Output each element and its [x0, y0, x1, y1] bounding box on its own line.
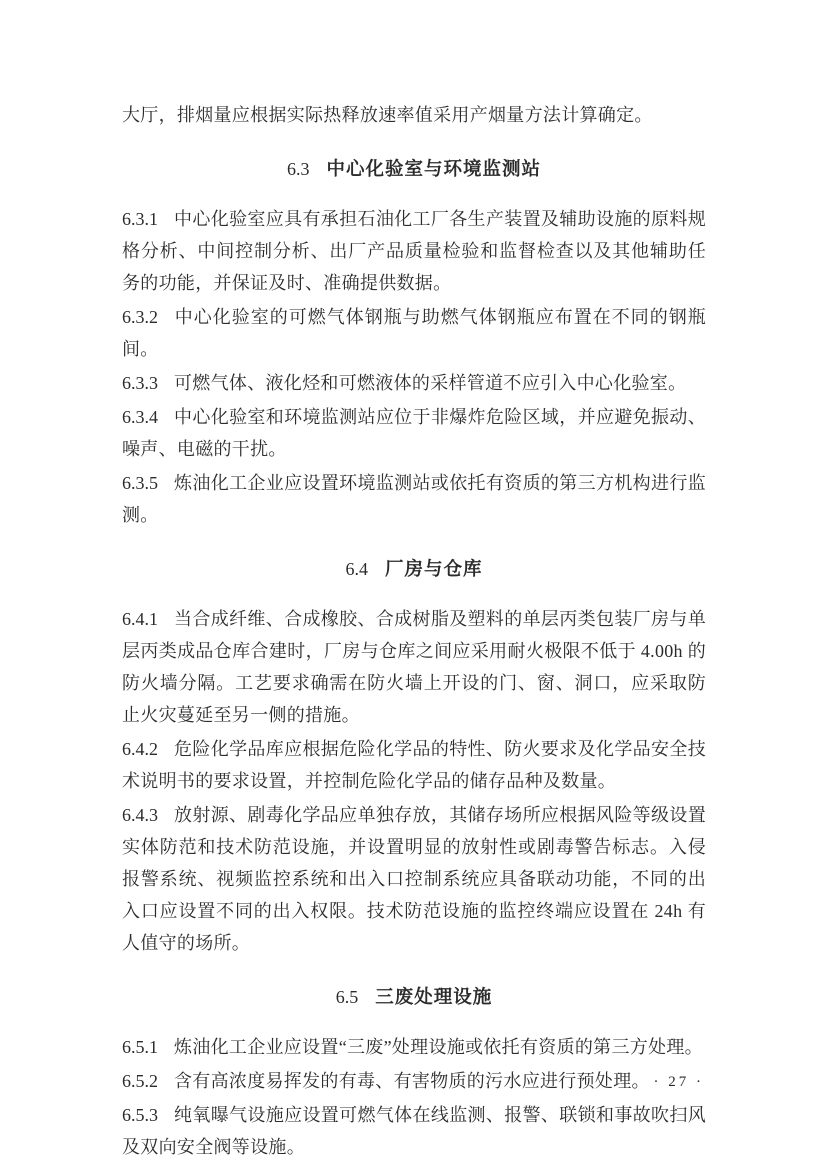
section-heading-6-3: [122, 153, 706, 185]
section-title: 中心化验室与环境监测站: [326, 158, 541, 179]
clause-number: 6.5.2: [122, 1071, 158, 1091]
clause-number: 6.5.3: [122, 1105, 158, 1125]
clause-6-3-4: [122, 401, 706, 465]
content-area: [122, 99, 706, 1165]
section-number: 6.3: [286, 159, 310, 179]
clause-text: 危险化学品库应根据危险化学品的特性、防火要求及化学品安全技术说明书的要求设置，并控制危险化学品的储存品种及数量。: [122, 739, 706, 791]
clause-6-3-1: [122, 203, 706, 299]
section-heading-6-5: [122, 981, 706, 1013]
clause-text: 中心化验室应具有承担石油化工厂各生产装置及辅助设施的原料规格分析、中间控制分析、出厂产品质量检验和监督检查以及其他辅助任务的功能，并保证及时、准确提供数据。: [122, 209, 706, 293]
section-title: 厂房与仓库: [384, 558, 483, 579]
clause-text: 含有高浓度易挥发的有毒、有害物质的污水应进行预处理。: [174, 1071, 650, 1091]
clause-text: 放射源、剧毒化学品应单独存放，其储存场所应根据风险等级设置实体防范和技术防范设施，并设置明显的放射性或剧毒警告标志。入侵报警系统、视频监控系统和出入口控制系统应具备联动功能，不同的出入口应设置不同的出入权限。技术防范设施的监控终端应设置在 24h 有人值守的场所。: [122, 805, 706, 953]
clause-6-4-1: [122, 603, 706, 731]
clause-number: 6.4.1: [122, 609, 158, 629]
clause-text: 炼油化工企业应设置“三废”处理设施或依托有资质的第三方处理。: [174, 1037, 703, 1057]
clause-6-3-2: [122, 301, 706, 365]
clause-6-4-2: [122, 733, 706, 797]
section-title: 三废处理设施: [375, 986, 493, 1007]
clause-text: 中心化验室的可燃气体钢瓶与助燃气体钢瓶应布置在不同的钢瓶间。: [122, 307, 706, 359]
clause-text: 当合成纤维、合成橡胶、合成树脂及塑料的单层丙类包装厂房与单层丙类成品仓库合建时，厂房与仓库之间应采用耐火极限不低于 4.00h 的防火墙分隔。工艺要求确需在防火墙上开设的门、窗、洞口，应采取防止火灾蔓延至另一侧的措施。: [122, 609, 706, 725]
clause-number: 6.3.2: [122, 307, 158, 327]
clause-number: 6.3.1: [122, 209, 158, 229]
clause-6-3-3: [122, 367, 706, 399]
paragraph-continuation: 大厅，排烟量应根据实际热释放速率值采用产烟量方法计算确定。: [122, 105, 653, 125]
clause-text: 纯氧曝气设施应设置可燃气体在线监测、报警、联锁和事故吹扫风及双向安全阀等设施。: [122, 1105, 706, 1157]
clause-6-3-5: [122, 467, 706, 531]
section-number: 6.5: [335, 987, 359, 1007]
clause-6-5-2: [122, 1065, 706, 1097]
clause-number: 6.3.4: [122, 407, 158, 427]
clause-6-5-1: [122, 1031, 706, 1063]
section-heading-6-4: [122, 553, 706, 585]
clause-number: 6.3.3: [122, 373, 158, 393]
clause-text: 中心化验室和环境监测站应位于非爆炸危险区域，并应避免振动、噪声、电磁的干扰。: [122, 407, 706, 459]
clause-6-4-3: [122, 799, 706, 959]
clause-number: 6.3.5: [122, 473, 158, 493]
section-number: 6.4: [345, 559, 368, 579]
clause-text: 可燃气体、液化烃和可燃液体的采样管道不应引入中心化验室。: [174, 373, 687, 393]
clause-number: 6.4.2: [122, 739, 158, 759]
clause-text: 炼油化工企业应设置环境监测站或依托有资质的第三方机构进行监测。: [122, 473, 706, 525]
clause-number: 6.5.1: [122, 1037, 158, 1057]
page-number: · 27 ·: [653, 1074, 704, 1090]
clause-6-5-3: [122, 1099, 706, 1163]
clause-number: 6.4.3: [122, 805, 158, 825]
